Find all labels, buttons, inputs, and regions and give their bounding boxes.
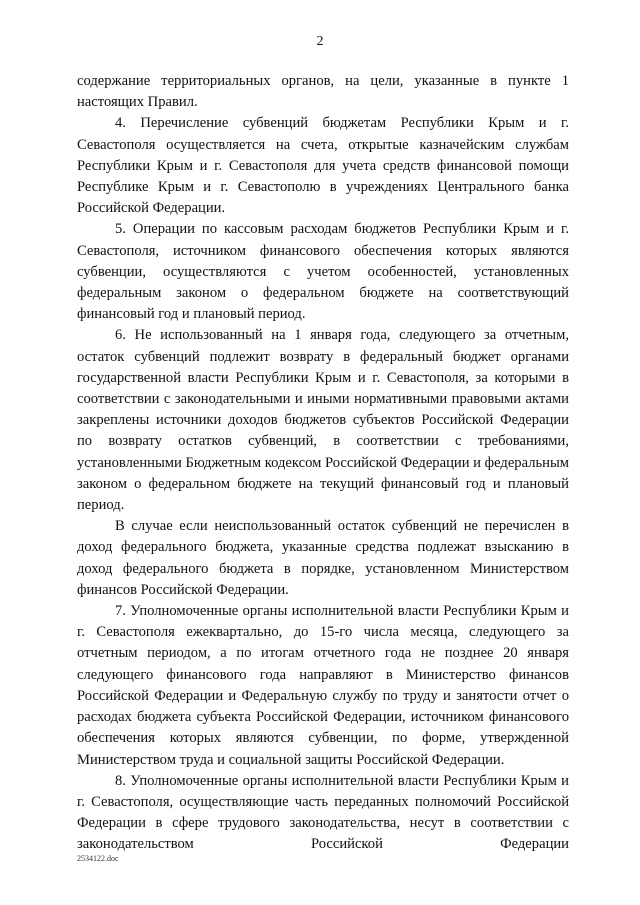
paragraph-item-5: 5. Операции по кассовым расходам бюджетов Республики Крым и г. Севастополя, источником финансового обеспечения которых являются субвенции, осуществляются с учетом особенностей, установленных федеральным законом о федеральном бюджете на соответствующий финансовый год и плановый период. <box>77 221 569 323</box>
paragraph-item-6-continued: В случае если неиспользованный остаток субвенций не перечислен в доход федерального бюджета, указанные средства подлежат взысканию в доход федерального бюджета в порядке, установленном Министерством финансов Российской Федерации. <box>77 518 569 598</box>
paragraph-item-8: 8. Уполномоченные органы исполнительной власти Республики Крым и г. Севастополя, осуществляющие часть переданных полномочий Российской Федерации в сфере трудового законодательства, несут в соответствии с законодательством Российской Федерации <box>77 772 569 853</box>
footer-filename: 2534122.doc <box>77 854 119 863</box>
paragraph-continuation: содержание территориальных органов, на цели, указанные в пункте 1 настоящих Правил. <box>77 73 569 111</box>
paragraph-item-6: 6. Не использованный на 1 января года, следующего за отчетным, остаток субвенций подлежит возврату в федеральный бюджет органами государственной власти Республики Крым и г. Севастополя, за которыми в соответствии с законодательными и иными нормативными правовыми актами закреплены источники доходов бюджетов субъектов Российской Федерации по возврату остатков субвенций, в соответствии с требованиями, установленными Бюджетным кодексом Российской Федерации и федеральным законом о федеральном бюджете на текущий финансовый год и плановый период. <box>77 327 569 514</box>
page-number: 2 <box>316 34 324 49</box>
paragraph-item-4: 4. Перечисление субвенций бюджетам Республики Крым и г. Севастополя осуществляется на счета, открытые казначейским службам Республики Крым и г. Севастополя для учета средств финансовой помощи Республике Крым и г. Севастополю в учреждениях Центрального банка Российской Федерации. <box>77 115 569 217</box>
paragraph-item-7: 7. Уполномоченные органы исполнительной власти Республики Крым и г. Севастополя ежеквартально, до 15-го числа месяца, следующего за отчетным периодом, а по итогам отчетного года не позднее 20 января следующего финансового года направляют в Министерство финансов Российской Федерации и Федеральную службу по труду и занятости отчет о расходах бюджета субъекта Российской Федерации, источником финансового обеспечения которых являются субвенции, по форме, утвержденной Министерством труда и социальной защиты Российской Федерации. <box>77 603 569 768</box>
document-body <box>77 71 569 856</box>
